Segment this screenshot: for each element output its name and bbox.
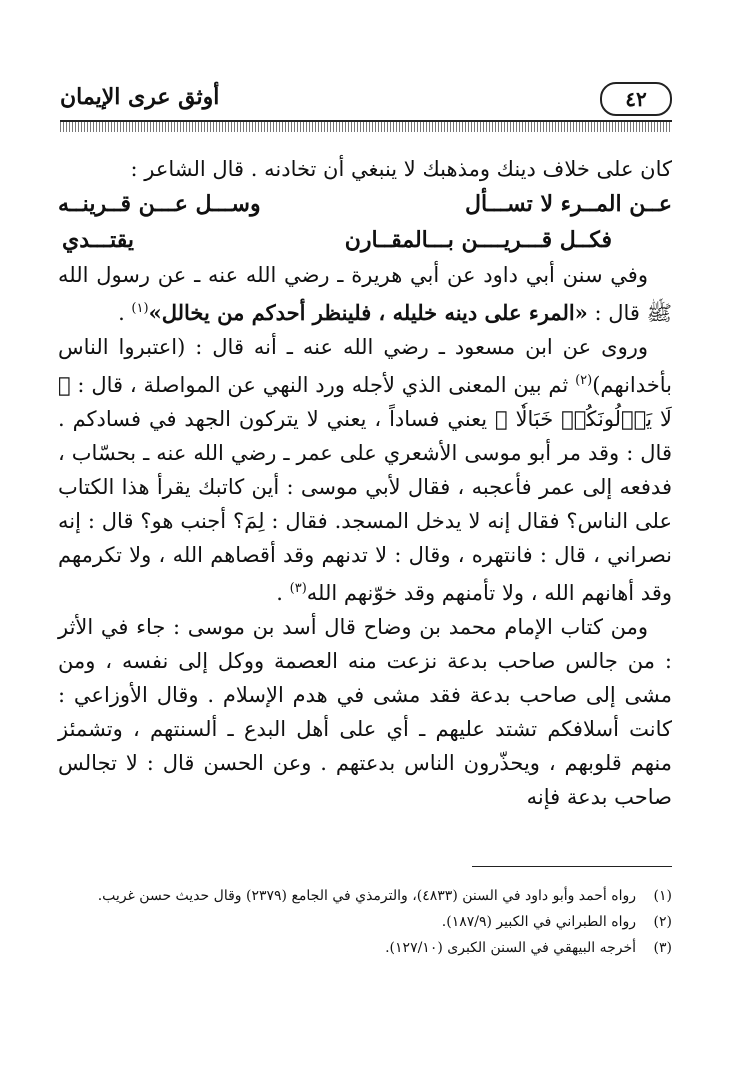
- poem-verse-2-second-half: يقتـــدي: [62, 227, 134, 253]
- footnote-text: رواه أحمد وأبو داود في السنن (٤٨٣٣)، والترمذي في الجامع (٢٣٧٩) وقال حديث حسن غريب.: [97, 888, 636, 904]
- header-divider: [60, 120, 672, 132]
- footnote-number: (٢): [653, 914, 672, 930]
- hadith-text: «المرء على دينه خليله ، فلينظر أحدكم من يخالل»: [148, 300, 588, 325]
- footnote-1: [58, 884, 672, 908]
- book-title: أوثق عرى الإيمان: [60, 84, 220, 110]
- ibn-masud-text-2: ثم بين المعنى الذي لأجله ورد النهي عن المواصلة ، قال : ﴿ لَا يَأۡلُونَكُمۡ خَبَالٗا ﴾ يعني فساداً ، يعني لا يتركون الجهد في فسادكم . قال : وقد مر أبو موسى الأشعري على عمر ـ رضي الله عنه ـ بحسّاب ، فدفعه إلى عمر فأعجبه ، فقال لأبي موسى : أين كاتبك يقرأ هذا الكتاب على الناس؟ فقال إنه لا يدخل المسجد. فقال : لِمَ؟ أجنب هو؟ قال : إنه نصراني ، قال : فانتهره ، وقال : لا تدنهم وقد أقصاهم الله ، ولا تكرمهم وقد أهانهم الله ، ولا تأمنهم وقد خوّنهم الله: [58, 373, 672, 605]
- ibn-masud-text-1: وروى عن ابن مسعود ـ رضي الله عنه ـ أنه قال : (اعتبروا الناس بأخدانهم): [58, 335, 672, 397]
- ibn-masud-end: .: [276, 581, 290, 605]
- footnote-3: [58, 936, 672, 960]
- ibn-waddah-paragraph: ومن كتاب الإمام محمد بن وضاح قال أسد بن موسى : جاء في الأثر : من جالس صاحب بدعة نزعت منه العصمة ووكل إلى نفسه ، ومن مشى إلى صاحب بدعة فقد مشى في هدم الإسلام . وقال الأوزاعي : كانت أسلافكم تشتد عليهم ـ أي على أهل البدع ـ ألسنتهم ، وتشمئز منهم قلوبهم ، ويحذّرون الناس بدعتهم . وعن الحسن قال : لا تجالس صاحب بدعة فإنه: [58, 615, 672, 809]
- footnotes: [58, 884, 672, 962]
- footnote-number: (٣): [653, 940, 672, 956]
- intro-paragraph: كان على خلاف دينك ومذهبك لا ينبغي أن تخادنه . قال الشاعر :: [130, 157, 672, 181]
- poem-verse-2-first-half: فكــل قـــريــــن بـــالمقــارن: [344, 227, 612, 253]
- hadith-intro: وفي سنن أبي داود عن أبي هريرة ـ رضي الله عنه ـ عن رسول الله ﷺ قال :: [58, 263, 672, 325]
- footnote-number: (١): [653, 888, 672, 904]
- ibn-masud-paragraph: [58, 330, 672, 610]
- page-number: ٤٢: [600, 82, 672, 116]
- hadith-end: .: [118, 301, 132, 325]
- page-body: [58, 152, 672, 814]
- poem-verse-2: [58, 222, 672, 258]
- poem-verse-1: [58, 186, 672, 222]
- footnote-divider: [472, 866, 672, 867]
- footnote-text: أخرجه البيهقي في السنن الكبرى (١٢٧/١٠).: [385, 940, 636, 956]
- hadith-paragraph: [58, 258, 672, 330]
- page-header: [60, 80, 672, 136]
- footnote-ref-1[interactable]: (١): [131, 301, 149, 316]
- poem-verse-1-first-half: عــن المــرء لا تســـأل: [465, 191, 672, 217]
- footnote-2: [58, 910, 672, 934]
- poem-verse-1-second-half: وســـل عـــن قــرينــه: [58, 191, 261, 217]
- footnote-ref-3[interactable]: (٣): [289, 581, 307, 596]
- footnote-ref-2[interactable]: (٢): [575, 373, 593, 388]
- footnote-text: رواه الطبراني في الكبير (١٨٧/٩).: [441, 914, 636, 930]
